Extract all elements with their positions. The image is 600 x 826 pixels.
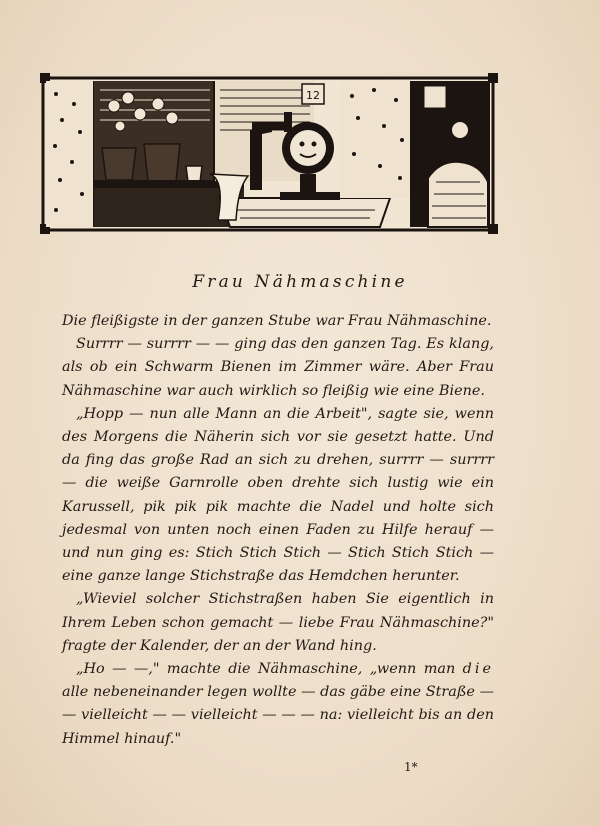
paragraph-2: Surrrr — surrrr — — ging das den ganzen Tag. Es klang, als ob ein Schwarm Bienen im Zimmer wäre. Aber Frau Nähmaschine war auch wirklich so fleißig wie eine Biene. [62, 336, 494, 399]
page-number: 1* [404, 760, 418, 774]
paragraph-5-end: alle nebeneinander legen wollte — das gäbe eine Straße — — vielleicht — — vielleicht — — — na: vielleicht bis an den Himmel hinauf." [62, 684, 494, 747]
paragraph-5-start: „Ho — —," machte die Nähmaschine, „wenn man [76, 661, 463, 678]
paragraph-5 [62, 658, 494, 751]
paragraph-3: „Hopp — nun alle Mann an die Arbeit", sagte sie, wenn des Morgens die Näherin sich vor sie gesetzt hatte. Und da fing das große Rad an sich zu drehen, surrrr — surrrr — die weiße Garnrolle oben drehte sich lustig wie ein Karussell, pik pik pik machte die Nadel und holte sich jedesmal von unten noch einen Faden zu Hilfe herauf — und nun ging es: Stich Stich Stich — Stich Stich Stich — eine ganze lange Stichstraße das Hemdchen herunter. [62, 405, 494, 585]
calendar-number: 12 [306, 89, 320, 102]
story-title: Frau Nähmaschine [192, 272, 408, 292]
paragraph-4: „Wieviel solcher Stichstraßen haben Sie eigentlich in Ihrem Leben schon gemacht — liebe Frau Nähmaschine?" fragte der Kalender, der an der Wand hing. [62, 591, 494, 654]
sewing-room-illustration-icon [40, 70, 498, 240]
paragraph-1: Die fleißigste in der ganzen Stube war Frau Nähmaschine. [62, 313, 492, 329]
paragraph-5-emphasis: die [462, 661, 494, 678]
story-body [62, 310, 494, 751]
